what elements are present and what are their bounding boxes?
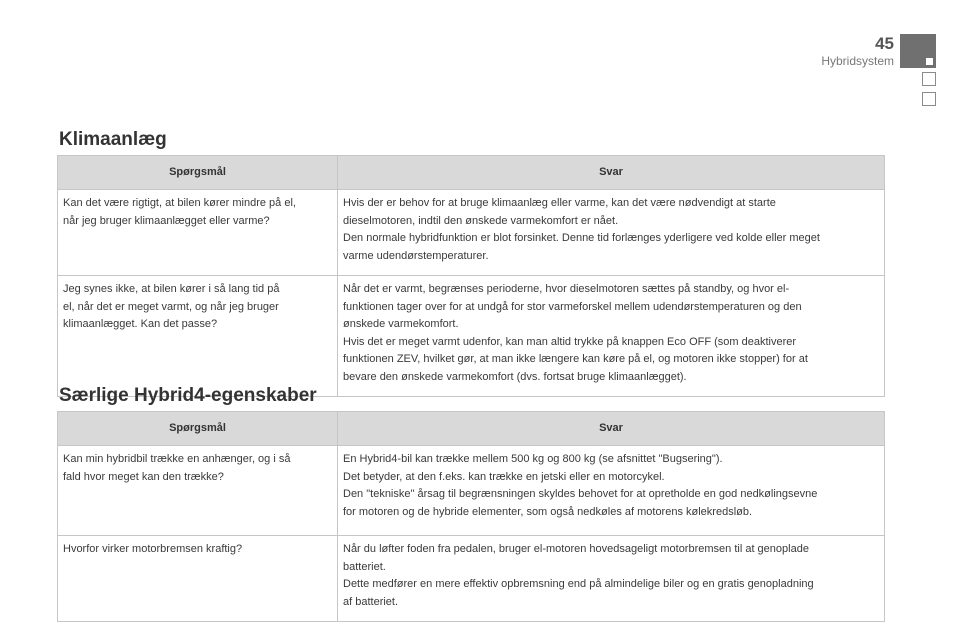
table-row [58,446,885,536]
page-number: 45 [875,34,894,53]
text-line: Den "tekniske" årsag til begrænsningen skyldes behovet for at opretholde en god nedkølingsevne [343,488,818,500]
chapter-title: Hybridsystem [821,54,894,68]
faq-table-hybrid4 [57,411,885,622]
text-line: bevare den ønskede varmekomfort (dvs. fortsat bruge klimaanlægget). [343,370,687,383]
answer-cell [338,446,885,536]
table-row [58,276,885,397]
tab-square-icon [926,58,933,65]
text-line: når jeg bruger klimaanlægget eller varme? [63,214,270,227]
text-line: varme udendørstemperaturer. [343,249,489,262]
text-line: Når det er varmt, begrænses perioderne, hvor dieselmotoren sættes på standby, og hvor el- [343,283,790,295]
text-line: Hvis der er behov for at bruge klimaanlæg eller varme, kan det være nødvendigt at starte [343,197,776,209]
question-cell [58,536,338,622]
section-title-klimaanlaeg: Klimaanlæg [59,129,167,150]
text-line: ønskede varmekomfort. [343,318,459,330]
column-header-question: Spørgsmål [58,412,338,446]
answer-cell [338,190,885,276]
text-line: Hvorfor virker motorbremsen kraftig? [63,543,243,555]
text-line: Jeg synes ikke, at bilen kører i så lang tid på [63,283,280,295]
text-line: funktionen tager over for at undgå for stor varmeforskel mellem udendørstemperaturen og den [343,300,802,313]
text-line: for motoren og de hybride elementer, som også nedkøles af motorens kølekredsløb. [343,505,753,518]
column-header-question: Spørgsmål [58,156,338,190]
table-header-row [58,156,885,190]
text-line: funktionen ZEV, hvilket gør, at man ikke længere kan køre på el, og motoren ikke stopper) for at [343,353,808,365]
table-row [58,190,885,276]
text-line: Kan min hybridbil trække en anhænger, og i så [63,453,291,465]
column-header-answer: Svar [338,412,885,446]
answer-cell [338,536,885,622]
section-title-hybrid4: Særlige Hybrid4-egenskaber [59,385,317,406]
text-line: fald hvor meget kan den trække? [63,470,224,483]
text-line: Kan det være rigtigt, at bilen kører mindre på el, [63,197,296,209]
question-cell [58,276,338,397]
text-line: Den normale hybridfunktion er blot forsinket. Denne tid forlænges yderligere ved kolde eller meget [343,232,820,244]
question-cell [58,190,338,276]
answer-cell [338,276,885,397]
tab-box-icon [922,92,936,106]
table-row [58,536,885,622]
table-header-row [58,412,885,446]
tab-box-icon [922,72,936,86]
text-line: el, når det er meget varmt, og når jeg bruger [63,300,279,313]
text-line: Det betyder, at den f.eks. kan trække en jetski eller en motorcykel. [343,470,665,483]
question-cell [58,446,338,536]
text-line: Dette medfører en mere effektiv opbremsning end på almindelige biler og en gratis genopladning [343,578,814,590]
text-line: af batteriet. [343,595,399,608]
text-line: klimaanlægget. Kan det passe? [63,318,218,330]
text-line: En Hybrid4-bil kan trække mellem 500 kg og 800 kg (se afsnittet "Bugsering"). [343,453,723,465]
faq-table-klimaanlaeg [57,155,885,397]
column-header-answer: Svar [338,156,885,190]
text-line: dieselmotoren, indtil den ønskede varmekomfort er nået. [343,214,619,227]
text-line: Hvis det er meget varmt udenfor, kan man altid trykke på knappen Eco OFF (som deaktiverer [343,335,797,348]
text-line: batteriet. [343,560,386,573]
text-line: Når du løfter foden fra pedalen, bruger el-motoren hovedsageligt motorbremsen til at genoplade [343,543,809,555]
